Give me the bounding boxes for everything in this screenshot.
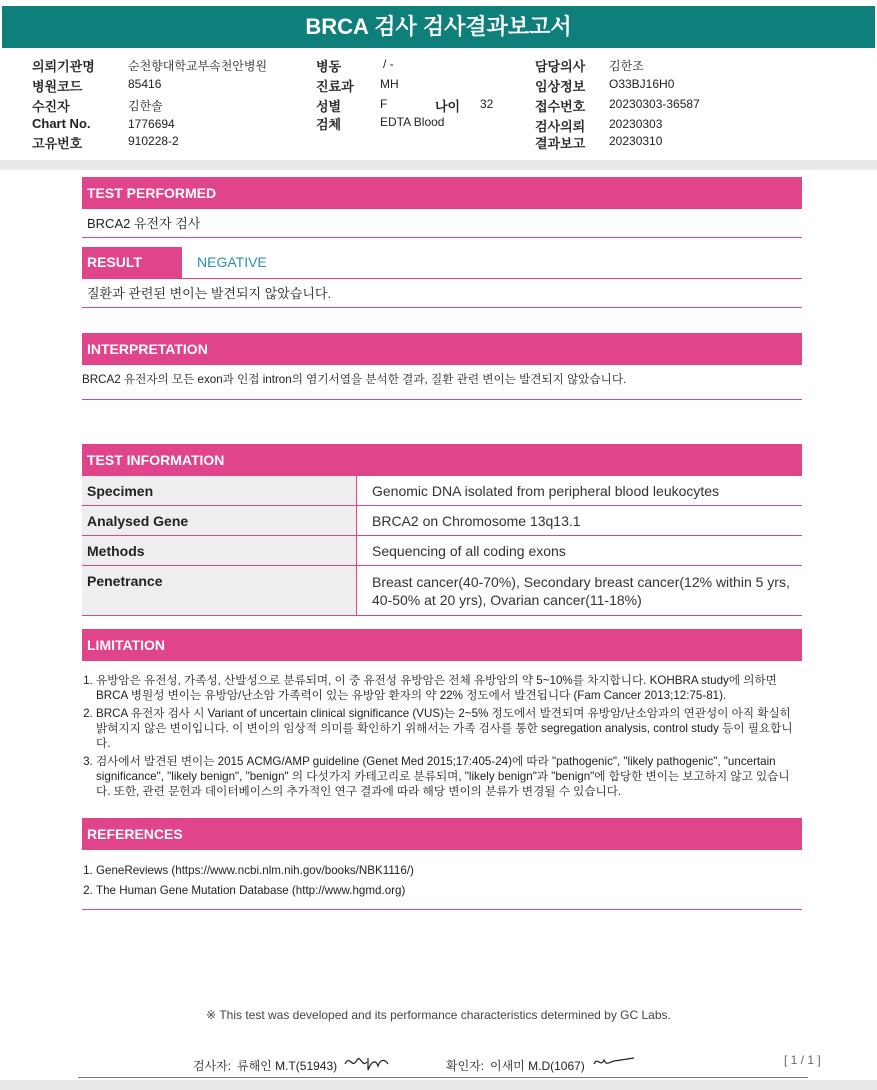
references-list (82, 862, 802, 910)
references-heading: REFERENCES (82, 818, 802, 850)
value-report-date: 20230310 (609, 134, 663, 148)
label-doctor: 담당의사 (535, 59, 586, 74)
list-item: 2. BRCA 유전자 검사 시 Variant of uncertain clinical significance (VUS)는 2~5% 정도에서 발견되며 유방암/난소암과의 연관성이 아직 확실히 밝혀지지 않은 변이입니다. 이 변이의 임상적 의미를 확인하기 위해서는 가족 검사를 통한 segregation analysis, control study 등이 필요합니다. (96, 706, 802, 751)
info-value-penetrance: Breast cancer(40-70%), Secondary breast cancer(12% within 5 yrs, 40-50% at 20 yrs), Ovarian cancer(11-18%) (357, 566, 803, 616)
footer-band (0, 1080, 877, 1090)
list-item: 3. 검사에서 발견된 변이는 2015 ACMG/AMP guideline (Genet Med 2015;17:405-24)에 따라 "pathogenic", "likely pathogenic", "uncertain significance", "likely benign", "benign" 의 다섯가지 카테고리로 분류되며, "likely benign"과 "benign"에 합당한 변이는 보고하지 않고 있습니다. 또한, 관련 문헌과 데이터베이스의 추가적인 연구 결과에 따라 해당 변이의 분류가 변경될 수 있습니다. (96, 754, 802, 799)
value-age: 32 (480, 97, 494, 111)
examiner-name: 류해인 M.T(51943) (237, 1059, 338, 1073)
list-item: 2. The Human Gene Mutation Database (http://www.hgmd.org) (96, 882, 802, 899)
value-receipt-no: 20230303-36587 (609, 97, 700, 111)
value-doctor: 김한조 (609, 59, 644, 73)
info-key-penetrance: Penetrance (82, 566, 357, 616)
label-age: 나이 (435, 99, 461, 114)
limitation-list (82, 673, 802, 799)
label-clinical-info: 임상정보 (535, 79, 586, 94)
label-report-date: 결과보고 (535, 136, 586, 151)
value-clinical-info: O33BJ16H0 (609, 77, 675, 91)
result-row (82, 247, 802, 279)
info-key-methods: Methods (82, 536, 357, 566)
result-detail: 질환과 관련된 변이는 발견되지 않았습니다. (82, 279, 802, 308)
result-value: NEGATIVE (197, 254, 267, 270)
info-key-specimen: Specimen (82, 476, 357, 506)
test-performed-section (82, 177, 802, 238)
test-performed-value: BRCA2 유전자 검사 (82, 209, 802, 238)
confirmer-label: 확인자: (446, 1059, 485, 1073)
value-request-date: 20230303 (609, 117, 663, 131)
label-institution: 의뢰기관명 (32, 59, 95, 74)
test-information-table (82, 476, 802, 616)
limitation-heading: LIMITATION (82, 629, 802, 661)
label-sex: 성별 (316, 99, 342, 114)
confirmer-signature (592, 1052, 638, 1072)
label-ward: 병동 (316, 59, 342, 74)
interpretation-text: BRCA2 유전자의 모든 exon과 인접 intron의 염기서열을 분석한 결과, 질환 관련 변이는 발견되지 않았습니다. (82, 365, 802, 400)
page-number: [ 1 / 1 ] (784, 1053, 821, 1067)
label-receipt-no: 접수번호 (535, 99, 586, 114)
info-value-specimen: Genomic DNA isolated from peripheral blood leukocytes (357, 476, 803, 506)
references-section (82, 818, 802, 910)
test-performed-heading: TEST PERFORMED (82, 177, 802, 209)
examiner-signature (342, 1050, 392, 1074)
label-chart-no: Chart No. (32, 116, 91, 131)
value-ward: / - (383, 57, 394, 71)
confirmer-name: 이새미 M.D(1067) (490, 1059, 585, 1073)
label-specimen: 검체 (316, 117, 342, 132)
report-title: BRCA 검사 검사결과보고서 (2, 6, 875, 48)
label-patient: 수진자 (32, 99, 70, 114)
footer-divider (78, 1077, 808, 1078)
value-hospital-code: 85416 (128, 77, 162, 91)
value-specimen: EDTA Blood (380, 115, 445, 129)
label-request-date: 검사의뢰 (535, 119, 586, 134)
test-information-section (82, 444, 802, 616)
table-row (82, 476, 802, 506)
info-value-gene: BRCA2 on Chromosome 13q13.1 (357, 506, 803, 536)
interpretation-heading: INTERPRETATION (82, 333, 802, 365)
info-value-methods: Sequencing of all coding exons (357, 536, 803, 566)
value-chart-no: 1776694 (128, 117, 175, 131)
value-institution: 순천향대학교부속천안병원 (128, 59, 268, 73)
table-row (82, 566, 802, 616)
test-information-heading: TEST INFORMATION (82, 444, 802, 476)
patient-header (0, 48, 877, 170)
value-sex: F (380, 97, 388, 111)
table-row (82, 506, 802, 536)
result-heading: RESULT (82, 247, 182, 278)
value-unique-no: 910228-2 (128, 134, 179, 148)
label-department: 진료과 (316, 79, 354, 94)
footer-note: ※ This test was developed and its performance characteristics determined by GC Labs. (206, 1008, 671, 1022)
label-hospital-code: 병원코드 (32, 79, 83, 94)
value-patient: 김한솔 (128, 99, 163, 113)
list-item: 1. 유방암은 유전성, 가족성, 산발성으로 분류되며, 이 중 유전성 유방암은 전체 유방암의 약 5~10%를 차지합니다. KOHBRA study에 의하면 BRCA 병원성 변이는 유방암/난소암 가족력이 있는 유방암 환자의 약 22% 정도에서 발견됩니다 (Fam Cancer 2013;12:75-81). (96, 673, 802, 703)
info-key-gene: Analysed Gene (82, 506, 357, 536)
result-section (82, 247, 802, 308)
interpretation-section (82, 333, 802, 400)
label-unique-no: 고유번호 (32, 136, 83, 151)
limitation-section (82, 629, 802, 802)
list-item: 1. GeneReviews (https://www.ncbi.nlm.nih.gov/books/NBK1116/) (96, 862, 802, 879)
value-department: MH (380, 77, 399, 91)
header-separator (0, 160, 877, 170)
examiner-label: 검사자: (193, 1059, 232, 1073)
table-row (82, 536, 802, 566)
